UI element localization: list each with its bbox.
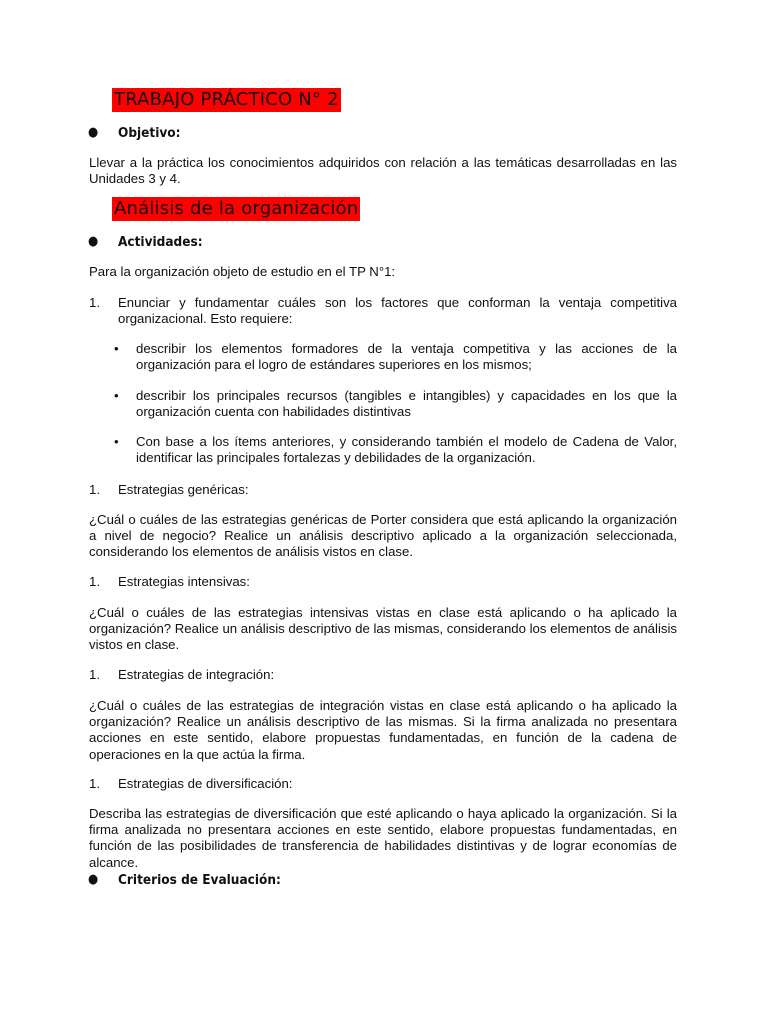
item-number: 1. (89, 295, 100, 310)
bullet-icon: • (114, 434, 119, 449)
list-item: 1. Estrategias de diversificación: (89, 776, 293, 791)
list-item: 1. Enunciar y fundamentar cuáles son los factores que conforman la ventaja competitiva organizacional. Esto requiere: (89, 295, 677, 327)
item-number: 1. (89, 482, 100, 497)
item-number: 1. (89, 574, 100, 589)
page-title: TRABAJO PRÁCTICO N° 2 (114, 89, 339, 110)
criterios-heading: ● Criterios de Evaluación: (88, 872, 281, 888)
list-item: 1. Estrategias de integración: (89, 667, 275, 682)
objetivo-text: Llevar a la práctica los conocimientos adquiridos con relación a las temáticas desarrolladas en las Unidades 3 y 4. (89, 155, 677, 187)
item-number: 1. (89, 776, 100, 791)
list-item: 1. Estrategias intensivas: (89, 574, 250, 589)
section-subtitle: Análisis de la organización (114, 198, 359, 219)
sub-list-item: • Con base a los ítems anteriores, y considerando también el modelo de Cadena de Valor, identificar las principales fortalezas y debilidades de la organización. (114, 434, 677, 466)
section-text: Describa las estrategias de diversificación que esté aplicando o haya aplicado la organización. Si la firma analizada no presentara acciones en este sentido, elabore propuestas fundamentadas, en función de las posibilidades de transferencia de habilidades distintivas y de lograr economías de alcance. (89, 806, 677, 870)
bullet-icon: ● (88, 872, 99, 887)
actividades-heading: ● Actividades: (88, 234, 203, 250)
item-number: 1. (89, 667, 100, 682)
bullet-icon: ● (88, 125, 99, 140)
sub-list-item: • describir los principales recursos (tangibles e intangibles) y capacidades en los que la organización cuenta con habilidades distintivas (114, 388, 677, 420)
bullet-icon: • (114, 341, 119, 356)
sub-list-item: • describir los elementos formadores de la ventaja competitiva y las acciones de la organización para el logro de estándares superiores en los mismos; (114, 341, 677, 373)
intro-text: Para la organización objeto de estudio en el TP N°1: (89, 264, 396, 279)
section-text: ¿Cuál o cuáles de las estrategias genéricas de Porter considera que está aplicando la organización a nivel de negocio? Realice un análisis descriptivo aplicado a la organización seleccionada, considerando los elementos de análisis vistos en clase. (89, 512, 677, 560)
objetivo-heading: ● Objetivo: (88, 125, 181, 141)
section-text: ¿Cuál o cuáles de las estrategias intensivas vistas en clase está aplicando o ha aplicado la organización? Realice un análisis descriptivo de las mismas, considerando los elementos de análisis vistos en clase. (89, 605, 677, 653)
bullet-icon: • (114, 388, 119, 403)
section-text: ¿Cuál o cuáles de las estrategias de integración vistas en clase está aplicando o ha aplicado la organización? Realice un análisis descriptivo de las mismas. Si la firma analizada no presentara acciones en este sentido, elabore propuestas fundamentadas, en función de la cadena de operaciones en la que actúa la firma. (89, 698, 677, 762)
bullet-icon: ● (88, 234, 99, 249)
list-item: 1. Estrategias genéricas: (89, 482, 249, 497)
